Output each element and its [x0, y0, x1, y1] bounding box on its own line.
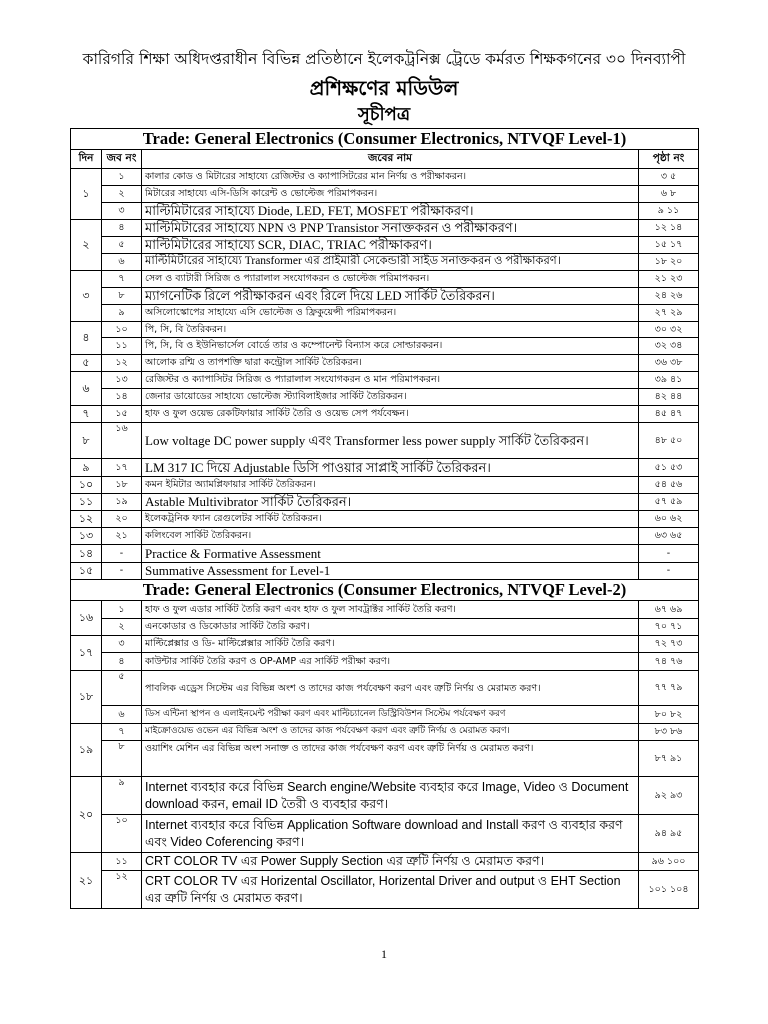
- job-name-cell: আলোক রশ্মি ও তাপশক্তি দ্বারা কন্ট্রোল সার্কিট তৈরিকরন।: [142, 355, 639, 372]
- day-cell: ১৬: [71, 601, 102, 636]
- table-row: [71, 322, 699, 338]
- table-row: [71, 338, 699, 355]
- job-cell: ১৩: [102, 372, 142, 389]
- job-cell: ৭: [102, 724, 142, 741]
- page-number: 1: [381, 947, 387, 961]
- day-cell: ৬: [71, 372, 102, 406]
- job-name-cell: মাল্টিমিটারের সাহায্যে NPN ও PNP Transistor সনাক্তকরন ও পরীক্ষাকরণ।: [142, 220, 639, 237]
- job-cell: ২: [102, 619, 142, 636]
- job-cell: ১১: [102, 338, 142, 355]
- page-cell: ৭২ ৭৩: [639, 636, 699, 653]
- job-name-cell: জেনার ডায়োডের সাহায্যে ভোল্টেজ স্ট্যাবিলাইজার সার্কিট তৈরিকরন।: [142, 389, 639, 406]
- job-name-cell: ইলেকট্রনিক ফ্যান রেগুলেটর সার্কিট তৈরিকরন।: [142, 511, 639, 528]
- table-row: [71, 815, 699, 853]
- table-row: [71, 528, 699, 545]
- table-row: [71, 169, 699, 186]
- job-name-cell: মাল্টিমিটারের সাহায্যে Diode, LED, FET, MOSFET পরীক্ষাকরণ।: [142, 203, 639, 220]
- table-row: [71, 853, 699, 871]
- column-header-row: [71, 150, 699, 169]
- page-cell: ৩০ ৩২: [639, 322, 699, 338]
- day-cell: ১৩: [71, 528, 102, 545]
- job-name-cell: অসিলোস্কোপের সাহায্যে এসি ভোল্টেজ ও ফ্রিকুয়েন্সী পরিমাপকরন।: [142, 305, 639, 322]
- job-cell: ২১: [102, 528, 142, 545]
- table-row: [71, 511, 699, 528]
- job-name-cell: পাবলিক এড্রেস সিস্টেম এর বিভিন্ন অংশ ও তাদের কাজ পর্যবেক্ষণ করণ এবং ত্রুটি নির্ণয় ও মেরামত করণ।: [142, 671, 639, 706]
- trade-header-row: [71, 580, 699, 601]
- job-name-cell: Internet ব্যবহার করে বিভিন্ন Application Software download and Install করণ ও ব্যবহার করণ এবং Video Coferencing করণ।: [142, 815, 639, 853]
- day-cell: ১৭: [71, 636, 102, 671]
- day-cell: ৮: [71, 423, 102, 459]
- page-cell: ১৫ ১৭: [639, 237, 699, 254]
- page-cell: ৮০ ৮২: [639, 706, 699, 724]
- table-row: [71, 355, 699, 372]
- job-cell: -: [102, 563, 142, 580]
- job-name-cell: রেজিস্টর ও ক্যাপাসিটর সিরিজ ও প্যারালাল সংযোগকরন ও মান পরিমাপকরন।: [142, 372, 639, 389]
- day-cell: ২০: [71, 777, 102, 853]
- table-row: [71, 601, 699, 619]
- job-name-cell: মাল্টিপ্লেক্সার ও ডি- মাল্টিপ্লেক্সার সার্কিট তৈরি করণ।: [142, 636, 639, 653]
- table-row: [71, 237, 699, 254]
- job-cell: ১৫: [102, 406, 142, 423]
- table-row: [71, 777, 699, 815]
- page-cell: ৩৬ ৩৮: [639, 355, 699, 372]
- job-cell: ৭: [102, 271, 142, 288]
- job-cell: ১২: [102, 355, 142, 372]
- document-subtitle: সূচীপত্র: [357, 104, 411, 125]
- page-cell: ৪৮ ৫০: [639, 423, 699, 459]
- page-cell: ৭৪ ৭৬: [639, 653, 699, 671]
- contents-table: [70, 128, 699, 909]
- day-cell: ১১: [71, 494, 102, 511]
- job-cell: ১২: [102, 871, 142, 909]
- day-cell: ৪: [71, 322, 102, 355]
- page-cell: ৪৫ ৪৭: [639, 406, 699, 423]
- table-row: [71, 203, 699, 220]
- table-row: [71, 305, 699, 322]
- job-cell: ২: [102, 186, 142, 203]
- job-name-cell: পি, সি, বি তৈরিকরন।: [142, 322, 639, 338]
- job-name-cell: Practice & Formative Assessment: [142, 545, 639, 563]
- table-row: [71, 706, 699, 724]
- page-cell: ১২ ১৪: [639, 220, 699, 237]
- job-cell: ৯: [102, 305, 142, 322]
- day-cell: ১২: [71, 511, 102, 528]
- page-cell: ৯২ ৯৩: [639, 777, 699, 815]
- page-cell: ৯৪ ৯৫: [639, 815, 699, 853]
- page-cell: -: [639, 545, 699, 563]
- page-cell: ৬৭ ৬৯: [639, 601, 699, 619]
- job-name-cell: হাফ ও ফুল ওয়েভ রেকটিফায়ার সার্কিট তৈরি ও ওয়েভ সেপ পর্যবেক্ষন।: [142, 406, 639, 423]
- page-cell: ৬ ৮: [639, 186, 699, 203]
- job-name-cell: Summative Assessment for Level-1: [142, 563, 639, 580]
- day-cell: ১০: [71, 477, 102, 494]
- col-header-job: জব নং: [102, 150, 142, 169]
- job-cell: ১১: [102, 853, 142, 871]
- day-cell: ৫: [71, 355, 102, 372]
- table-row: [71, 871, 699, 909]
- page-cell: ২৪ ২৬: [639, 288, 699, 305]
- page-cell: ৮৩ ৮৬: [639, 724, 699, 741]
- job-name-cell: ওয়াশিং মেশিন এর বিভিন্ন অংশ সনাক্ত ও তাদের কাজ পর্যবেক্ষণ করণ এবং ত্রুটি নির্ণয় ও মেরামত করণ।: [142, 741, 639, 777]
- job-cell: ৬: [102, 706, 142, 724]
- table-row: [71, 288, 699, 305]
- day-cell: ১: [71, 169, 102, 220]
- page-cell: ১০১ ১০৪: [639, 871, 699, 909]
- col-header-page: পৃষ্ঠা নং: [639, 150, 699, 169]
- page-cell: ২৭ ২৯: [639, 305, 699, 322]
- table-row: [71, 459, 699, 477]
- job-cell: ২০: [102, 511, 142, 528]
- job-cell: ১৬: [102, 423, 142, 459]
- table-row: [71, 389, 699, 406]
- job-cell: ৪: [102, 220, 142, 237]
- day-cell: ৭: [71, 406, 102, 423]
- job-name-cell: এনকোডার ও ডিকোডার সার্কিট তৈরি করণ।: [142, 619, 639, 636]
- job-name-cell: Astable Multivibrator সার্কিট তৈরিকরন।: [142, 494, 639, 511]
- day-cell: ২১: [71, 853, 102, 909]
- job-name-cell: কলিংবেল সার্কিট তৈরিকরন।: [142, 528, 639, 545]
- job-name-cell: মিটারের সাহায্যে এসি-ডিসি কারেন্ট ও ভোল্টেজ পরিমাপকরন।: [142, 186, 639, 203]
- page-cell: ৮৭ ৯১: [639, 741, 699, 777]
- table-row: [71, 186, 699, 203]
- job-name-cell: কালার কোড ও মিটারের সাহায্যে রেজিস্টর ও ক্যাপাসিটরের মান নির্ণয় ও পরীক্ষাকরন।: [142, 169, 639, 186]
- table-row: [71, 563, 699, 580]
- page-cell: ১৮ ২০: [639, 254, 699, 271]
- job-name-cell: Internet ব্যবহার করে বিভিন্ন Search engine/Website ব্যবহার করে Image, Video ও Document download করন, email ID তৈরী ও ব্যবহার করণ।: [142, 777, 639, 815]
- day-cell: ১৯: [71, 724, 102, 777]
- job-name-cell: ম্যাগনেটিক রিলে পরীক্ষাকরন এবং রিলে দিয়ে LED সার্কিট তৈরিকরন।: [142, 288, 639, 305]
- table-row: [71, 254, 699, 271]
- job-name-cell: CRT COLOR TV এর Power Supply Section এর ত্রুটি নির্ণয় ও মেরামত করণ।: [142, 853, 639, 871]
- day-cell: ৯: [71, 459, 102, 477]
- header-line: কারিগরি শিক্ষা অধিদপ্তরাধীন বিভিন্ন প্রতিষ্ঠানে ইলেকট্রনিক্স ট্রেডে কর্মরত শিক্ষকগনের ৩০ দিনব্যাপী: [82, 50, 686, 68]
- table-row: [71, 545, 699, 563]
- job-name-cell: মাইক্রোওয়েভ ওভেন এর বিভিন্ন অংশ ও তাদের কাজ পর্যবেক্ষণ করণ এবং ত্রুটি নির্ণয় ও মেরামত করণ।: [142, 724, 639, 741]
- table-row: [71, 636, 699, 653]
- job-cell: ১০: [102, 322, 142, 338]
- job-cell: ৪: [102, 653, 142, 671]
- page-cell: ৩৯ ৪১: [639, 372, 699, 389]
- job-cell: -: [102, 545, 142, 563]
- table-row: [71, 724, 699, 741]
- page-cell: ৭০ ৭১: [639, 619, 699, 636]
- page-cell: -: [639, 563, 699, 580]
- job-cell: ১৮: [102, 477, 142, 494]
- col-header-day: দিন: [71, 150, 102, 169]
- page-cell: ৬৩ ৬৫: [639, 528, 699, 545]
- job-cell: ১: [102, 169, 142, 186]
- day-cell: ৩: [71, 271, 102, 322]
- job-cell: ৫: [102, 671, 142, 706]
- page-cell: ৭৭ ৭৯: [639, 671, 699, 706]
- table-row: [71, 619, 699, 636]
- col-header-name: জবের নাম: [142, 150, 639, 169]
- page-cell: ৫৭ ৫৯: [639, 494, 699, 511]
- page-cell: ৫১ ৫৩: [639, 459, 699, 477]
- job-cell: ৮: [102, 288, 142, 305]
- table-row: [71, 477, 699, 494]
- job-name-cell: CRT COLOR TV এর Horizental Oscillator, Horizental Driver and output ও EHT Section এর ত্রুটি নির্ণয় ও মেরামত করণ।: [142, 871, 639, 909]
- job-cell: ৩: [102, 636, 142, 653]
- job-name-cell: ডিস এন্টিনা স্থাপন ও এলাইনমেন্ট পরীক্ষা করণ এবং মাল্টিচ্যানেল ডিস্ট্রিবিউশন সিস্টেম পর্যবেক্ষণ করণ: [142, 706, 639, 724]
- job-cell: ৬: [102, 254, 142, 271]
- day-cell: ১৫: [71, 563, 102, 580]
- table-row: [71, 423, 699, 459]
- table-row: [71, 372, 699, 389]
- page-cell: ৯৬ ১০০: [639, 853, 699, 871]
- page-cell: ৩২ ৩৪: [639, 338, 699, 355]
- table-row: [71, 653, 699, 671]
- day-cell: ১৪: [71, 545, 102, 563]
- job-name-cell: সেল ও ব্যাটারী সিরিজ ও প্যারালাল সংযোগকরন ও ভোল্টেজ পরিমাপকরন।: [142, 271, 639, 288]
- job-name-cell: Low voltage DC power supply এবং Transformer less power supply সার্কিট তৈরিকরন।: [142, 423, 639, 459]
- trade-header-row: [71, 129, 699, 150]
- job-name-cell: LM 317 IC দিয়ে Adjustable ডিসি পাওয়ার সাপ্লাই সার্কিট তৈরিকরন।: [142, 459, 639, 477]
- table-row: [71, 741, 699, 777]
- job-cell: ১০: [102, 815, 142, 853]
- table-row: [71, 494, 699, 511]
- page-cell: ৪২ ৪৪: [639, 389, 699, 406]
- page-cell: ৯ ১১: [639, 203, 699, 220]
- job-cell: ৮: [102, 741, 142, 777]
- job-cell: ৯: [102, 777, 142, 815]
- table-row: [71, 220, 699, 237]
- day-cell: ২: [71, 220, 102, 271]
- job-cell: ১৪: [102, 389, 142, 406]
- job-cell: ১৭: [102, 459, 142, 477]
- job-name-cell: হাফ ও ফুল এডার সার্কিট তৈরি করণ এবং হাফ ও ফুল সাবট্রাক্টর সার্কিট তৈরি করণ।: [142, 601, 639, 619]
- job-name-cell: কমন ইমিটার অ্যামপ্লিফায়ার সার্কিট তৈরিকরন।: [142, 477, 639, 494]
- page-cell: ৬০ ৬২: [639, 511, 699, 528]
- document-title: প্রশিক্ষণের মডিউল: [309, 76, 459, 100]
- page-cell: ২১ ২৩: [639, 271, 699, 288]
- trade-title-level-2: Trade: General Electronics (Consumer Electronics, NTVQF Level-2): [71, 580, 699, 601]
- page-cell: ৫৪ ৫৬: [639, 477, 699, 494]
- job-cell: ৩: [102, 203, 142, 220]
- day-cell: ১৮: [71, 671, 102, 724]
- job-name-cell: পি, সি, বি ও ইউনিভার্সেল বোর্ডে তার ও কম্পোনেন্ট বিন্যাস করে সোল্ডারকরন।: [142, 338, 639, 355]
- job-name-cell: মাল্টিমিটারের সাহায্যে SCR, DIAC, TRIAC পরীক্ষাকরণ।: [142, 237, 639, 254]
- table-row: [71, 406, 699, 423]
- trade-title-level-1: Trade: General Electronics (Consumer Electronics, NTVQF Level-1): [71, 129, 699, 150]
- job-cell: ১: [102, 601, 142, 619]
- job-name-cell: মাল্টিমিটারের সাহায্যে Transformer এর প্রাইমারী সেকেন্ডারী সাইড সনাক্তকরন ও পরীক্ষাকরণ।: [142, 254, 639, 271]
- job-name-cell: কাউন্টার সার্কিট তৈরি করণ ও OP-AMP এর সার্কিট পরীক্ষা করণ।: [142, 653, 639, 671]
- page-cell: ৩ ৫: [639, 169, 699, 186]
- job-cell: ১৯: [102, 494, 142, 511]
- table-row: [71, 271, 699, 288]
- table-row: [71, 671, 699, 706]
- job-cell: ৫: [102, 237, 142, 254]
